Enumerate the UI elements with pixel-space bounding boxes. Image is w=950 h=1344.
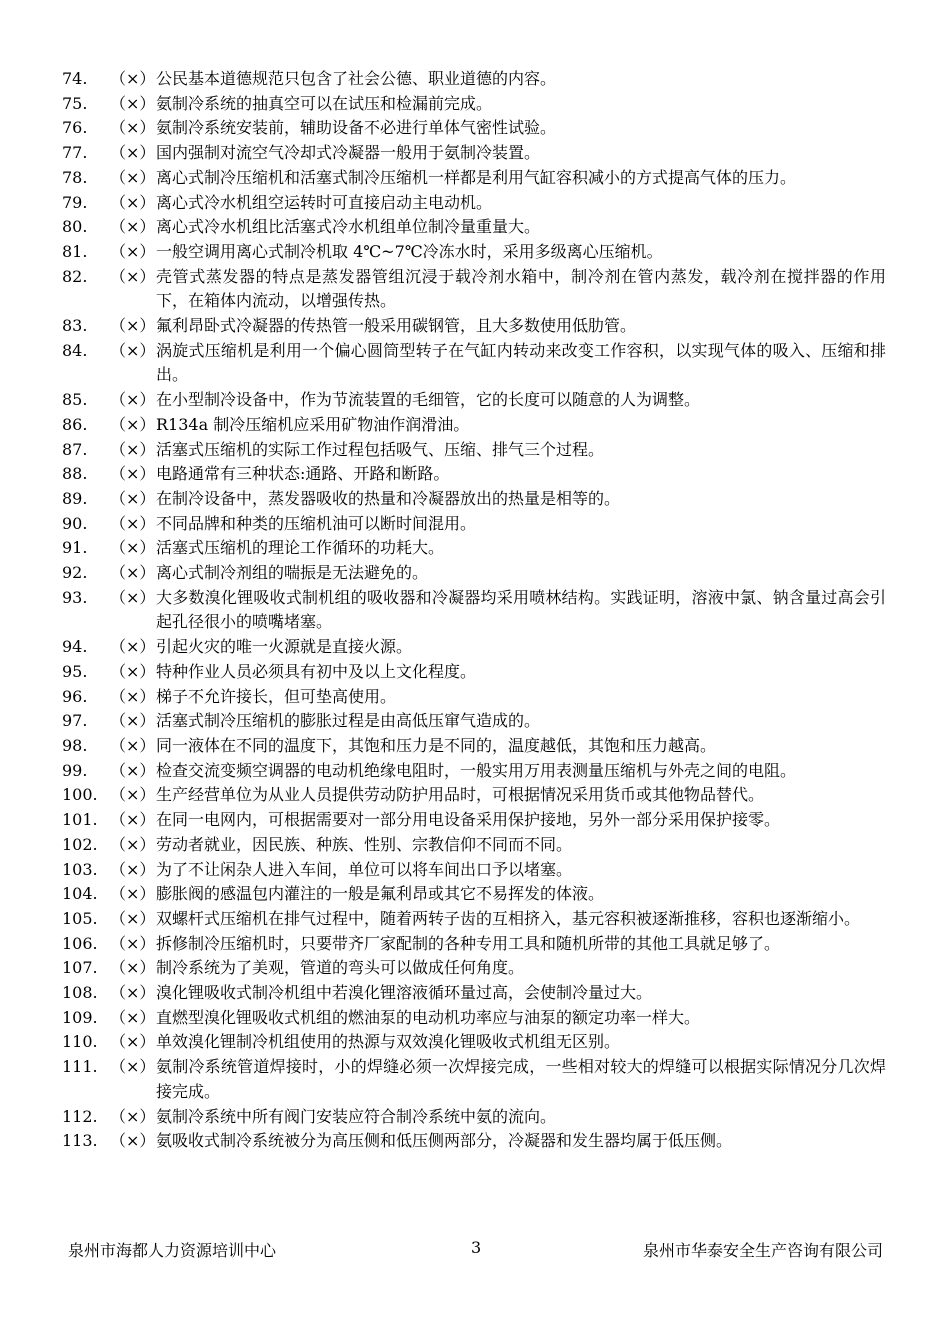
- item-text: 离心式制冷压缩机和活塞式制冷压缩机一样都是利用气缸容积减小的方式提高气体的压力。: [156, 167, 797, 187]
- answer-mark: （×）: [110, 414, 156, 434]
- item-text: 活塞式压缩机的实际工作过程包括吸气、压缩、排气三个过程。: [156, 439, 605, 459]
- item-text: 活塞式压缩机的理论工作循环的功耗大。: [156, 538, 445, 558]
- item-text: 一般空调用离心式制冷机取 4℃~7℃冷冻水时，采用多级离心压缩机。: [156, 241, 663, 261]
- item-text: 离心式冷水机组空运转时可直接启动主电动机。: [156, 192, 493, 212]
- list-item: [62, 67, 886, 92]
- item-number: 98.: [62, 735, 88, 755]
- answer-mark: （×）: [110, 785, 156, 805]
- list-item: [62, 1105, 886, 1130]
- answer-mark: （×）: [110, 1106, 156, 1126]
- item-text: 国内强制对流空气冷却式冷凝器一般用于氨制冷装置。: [156, 143, 541, 163]
- list-item: [62, 858, 886, 883]
- item-number: 80.: [62, 217, 88, 237]
- item-number: 102.: [62, 834, 98, 854]
- item-text: 大多数溴化锂吸收式制机组的吸收器和冷凝器均采用喷林结构。实践证明，溶液中氯、钠含量过高会引起孔径很小的喷嘴堵塞。: [156, 587, 886, 632]
- item-number: 82.: [62, 266, 88, 286]
- list-item: [62, 462, 886, 487]
- answer-mark: （×）: [110, 538, 156, 558]
- list-item: [62, 388, 886, 413]
- item-text: 引起火灾的唯一火源就是直接火源。: [156, 637, 413, 657]
- answer-mark: （×）: [110, 711, 156, 731]
- item-text: 在小型制冷设备中，作为节流装置的毛细管，它的长度可以随意的人为调整。: [156, 390, 701, 410]
- answer-mark: （×）: [110, 93, 156, 113]
- answer-mark: （×）: [110, 908, 156, 928]
- answer-mark: （×）: [110, 316, 156, 336]
- item-text: 单效溴化锂制冷机组使用的热源与双效溴化锂吸收式机组无区别。: [156, 1032, 621, 1052]
- item-text: 氨制冷系统安装前，辅助设备不必进行单体气密性试验。: [156, 118, 557, 138]
- list-item: [62, 536, 886, 561]
- page-number: 3: [471, 1238, 482, 1257]
- item-text: 氟利昂卧式冷凝器的传热管一般采用碳钢管，且大多数使用低肋管。: [156, 316, 637, 336]
- list-item: [62, 586, 886, 635]
- item-text: 膨胀阀的感温包内灌注的一般是氟利昂或其它不易挥发的体液。: [156, 884, 605, 904]
- answer-mark: （×）: [110, 884, 156, 904]
- item-number: 107.: [62, 958, 98, 978]
- item-number: 97.: [62, 711, 88, 731]
- answer-mark: （×）: [110, 266, 156, 286]
- item-number: 85.: [62, 390, 88, 410]
- list-item: [62, 265, 886, 314]
- answer-mark: （×）: [110, 760, 156, 780]
- list-item: [62, 956, 886, 981]
- list-item: [62, 487, 886, 512]
- list-item: [62, 92, 886, 117]
- answer-mark: （×）: [110, 735, 156, 755]
- item-number: 75.: [62, 93, 88, 113]
- list-item: [62, 314, 886, 339]
- item-text: 制冷系统为了美观，管道的弯头可以做成任何角度。: [156, 958, 525, 978]
- item-number: 106.: [62, 933, 98, 953]
- answer-mark: （×）: [110, 637, 156, 657]
- answer-mark: （×）: [110, 686, 156, 706]
- answer-mark: （×）: [110, 1007, 156, 1027]
- list-item: [62, 240, 886, 265]
- item-text: 劳动者就业，因民族、种族、性别、宗教信仰不同而不同。: [156, 834, 573, 854]
- answer-mark: （×）: [110, 118, 156, 138]
- item-number: 87.: [62, 439, 88, 459]
- list-item: [62, 759, 886, 784]
- answer-mark: （×）: [110, 983, 156, 1003]
- answer-mark: （×）: [110, 69, 156, 88]
- item-text: 壳管式蒸发器的特点是蒸发器管组沉浸于载冷剂水箱中，制冷剂在管内蒸发，载冷剂在搅拌器的作用下，在箱体内流动，以增强传热。: [156, 266, 886, 311]
- list-item: [62, 709, 886, 734]
- list-item: [62, 191, 886, 216]
- answer-mark: （×）: [110, 439, 156, 459]
- item-number: 86.: [62, 414, 88, 434]
- item-text: 氨制冷系统的抽真空可以在试压和检漏前完成。: [156, 93, 493, 113]
- item-text: 在制冷设备中，蒸发器吸收的热量和冷凝器放出的热量是相等的。: [156, 488, 621, 508]
- answer-mark: （×）: [110, 810, 156, 830]
- answer-mark: （×）: [110, 587, 156, 607]
- item-number: 101.: [62, 810, 98, 830]
- list-item: [62, 833, 886, 858]
- item-number: 74.: [62, 69, 88, 88]
- item-text: 双螺杆式压缩机在排气过程中，随着两转子齿的互相挤入，基元容积被逐渐推移，容积也逐渐缩小。: [156, 908, 861, 928]
- answer-mark: （×）: [110, 1032, 156, 1052]
- item-number: 100.: [62, 785, 98, 805]
- item-number: 76.: [62, 118, 88, 138]
- item-number: 94.: [62, 637, 88, 657]
- item-text: 涡旋式压缩机是利用一个偏心圆筒型转子在气缸内转动来改变工作容积，以实现气体的吸入、压缩和排出。: [156, 340, 886, 385]
- item-number: 79.: [62, 192, 88, 212]
- footer-left-organization: 泉州市海都人力资源培训中心: [68, 1241, 277, 1260]
- item-number: 88.: [62, 464, 88, 484]
- list-item: [62, 783, 886, 808]
- answer-mark: （×）: [110, 958, 156, 978]
- item-number: 108.: [62, 983, 98, 1003]
- item-text: 活塞式制冷压缩机的膨胀过程是由高低压窜气造成的。: [156, 711, 541, 731]
- item-text: 同一液体在不同的温度下，其饱和压力是不同的，温度越低，其饱和压力越高。: [156, 735, 717, 755]
- answer-mark: （×）: [110, 167, 156, 187]
- item-number: 103.: [62, 859, 98, 879]
- item-text: 在同一电网内，可根据需要对一部分用电设备采用保护接地，另外一部分采用保护接零。: [156, 810, 781, 830]
- list-item: [62, 413, 886, 438]
- item-text: 检查交流变频空调器的电动机绝缘电阻时，一般实用万用表测量压缩机与外壳之间的电阻。: [156, 760, 797, 780]
- answer-mark: （×）: [110, 192, 156, 212]
- item-text: 公民基本道德规范只包含了社会公德、职业道德的内容。: [156, 69, 557, 88]
- item-text: 离心式制冷剂组的喘振是无法避免的。: [156, 563, 429, 583]
- answer-mark: （×）: [110, 241, 156, 261]
- item-text: 氨制冷系统管道焊接时，小的焊缝必须一次焊接完成，一些相对较大的焊缝可以根据实际情况分几次焊接完成。: [156, 1057, 886, 1101]
- answer-mark: （×）: [110, 513, 156, 533]
- item-text: 特种作业人员必须具有初中及以上文化程度。: [156, 661, 477, 681]
- answer-mark: （×）: [110, 217, 156, 237]
- question-list: [62, 67, 886, 1154]
- item-number: 81.: [62, 241, 88, 261]
- item-number: 105.: [62, 908, 98, 928]
- item-number: 95.: [62, 661, 88, 681]
- item-text: 拆修制冷压缩机时，只要带齐厂家配制的各种专用工具和随机所带的其他工具就足够了。: [156, 933, 781, 953]
- answer-mark: （×）: [110, 933, 156, 953]
- item-text: 生产经营单位为从业人员提供劳动防护用品时，可根据情况采用货币或其他物品替代。: [156, 785, 765, 805]
- list-item: [62, 1129, 886, 1154]
- item-number: 96.: [62, 686, 88, 706]
- item-number: 83.: [62, 316, 88, 336]
- item-text: 为了不让闲杂人进入车间，单位可以将车间出口予以堵塞。: [156, 859, 573, 879]
- item-number: 91.: [62, 538, 88, 558]
- list-item: [62, 512, 886, 537]
- answer-mark: （×）: [110, 488, 156, 508]
- item-text: 电路通常有三种状态:通路、开路和断路。: [156, 464, 450, 484]
- item-number: 99.: [62, 760, 88, 780]
- item-text: 氨吸收式制冷系统被分为高压侧和低压侧两部分，冷凝器和发生器均属于低压侧。: [156, 1131, 733, 1151]
- item-number: 112.: [62, 1106, 98, 1126]
- list-item: [62, 932, 886, 957]
- answer-mark: （×）: [110, 143, 156, 163]
- list-item: [62, 438, 886, 463]
- item-text: 梯子不允许接长，但可垫高使用。: [156, 686, 397, 706]
- list-item: [62, 981, 886, 1006]
- item-number: 92.: [62, 563, 88, 583]
- answer-mark: （×）: [110, 1057, 156, 1077]
- list-item: [62, 1030, 886, 1055]
- item-number: 84.: [62, 340, 88, 360]
- item-number: 104.: [62, 884, 98, 904]
- answer-mark: （×）: [110, 834, 156, 854]
- list-item: [62, 660, 886, 685]
- item-number: 78.: [62, 167, 88, 187]
- answer-mark: （×）: [110, 464, 156, 484]
- item-text: 氨制冷系统中所有阀门安装应符合制冷系统中氨的流向。: [156, 1106, 557, 1126]
- item-number: 93.: [62, 587, 88, 607]
- list-item: [62, 882, 886, 907]
- list-item: [62, 561, 886, 586]
- item-text: 溴化锂吸收式制冷机组中若溴化锂溶液循环量过高，会使制冷量过大。: [156, 983, 653, 1003]
- item-text: 直燃型溴化锂吸收式机组的燃油泵的电动机功率应与油泵的额定功率一样大。: [156, 1007, 701, 1027]
- item-number: 90.: [62, 513, 88, 533]
- page-footer: [68, 1238, 883, 1264]
- item-text: R134a 制冷压缩机应采用矿物油作润滑油。: [156, 414, 470, 434]
- list-item: [62, 685, 886, 710]
- item-number: 110.: [62, 1032, 98, 1052]
- list-item: [62, 141, 886, 166]
- list-item: [62, 116, 886, 141]
- item-number: 109.: [62, 1007, 98, 1027]
- list-item: [62, 734, 886, 759]
- item-number: 113.: [62, 1131, 98, 1151]
- item-number: 89.: [62, 488, 88, 508]
- list-item: [62, 907, 886, 932]
- list-item: [62, 808, 886, 833]
- list-item: [62, 635, 886, 660]
- item-text: 不同品牌和种类的压缩机油可以断时间混用。: [156, 513, 477, 533]
- answer-mark: （×）: [110, 661, 156, 681]
- item-text: 离心式冷水机组比活塞式冷水机组单位制冷量重量大。: [156, 217, 541, 237]
- footer-right-organization: 泉州市华泰安全生产咨询有限公司: [642, 1241, 883, 1260]
- answer-mark: （×）: [110, 859, 156, 879]
- item-number: 77.: [62, 143, 88, 163]
- answer-mark: （×）: [110, 340, 156, 360]
- list-item: [62, 215, 886, 240]
- list-item: [62, 1006, 886, 1031]
- list-item: [62, 339, 886, 388]
- answer-mark: （×）: [110, 390, 156, 410]
- answer-mark: （×）: [110, 563, 156, 583]
- item-number: 111.: [62, 1057, 98, 1077]
- answer-mark: （×）: [110, 1131, 156, 1151]
- list-item: [62, 166, 886, 191]
- list-item: [62, 1055, 886, 1104]
